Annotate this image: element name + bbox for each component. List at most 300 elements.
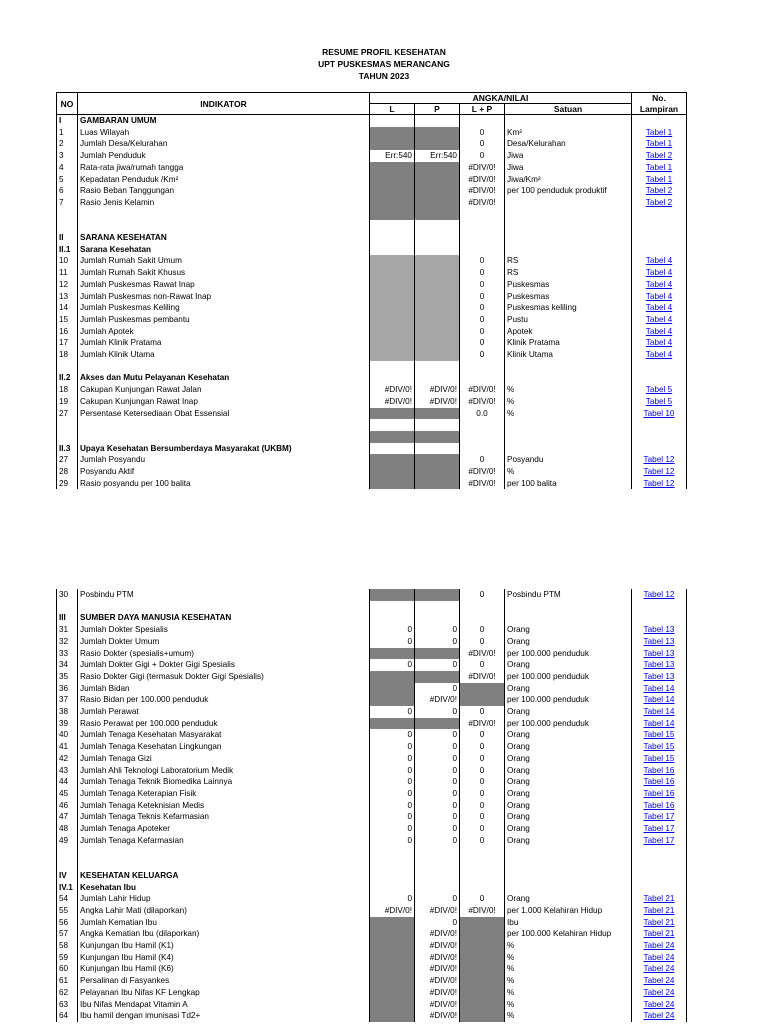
row-value-l: 0 — [370, 800, 415, 812]
row-lampiran[interactable] — [632, 741, 687, 753]
row-no — [57, 431, 78, 443]
table-row — [57, 589, 687, 601]
row-value-lp: #DIV/0! — [460, 478, 505, 490]
lampiran-link[interactable]: Tabel 24 — [643, 941, 675, 951]
row-value-l: 0 — [370, 753, 415, 765]
row-indikator: Jumlah Desa/Kelurahan — [78, 138, 370, 150]
row-value-lp: 0.0 — [460, 408, 505, 420]
row-no: II.3 — [57, 443, 78, 455]
row-lampiran[interactable] — [632, 1010, 687, 1022]
row-no: 49 — [57, 835, 78, 847]
row-value-lp — [460, 419, 505, 431]
row-indikator: Jumlah Perawat — [78, 706, 370, 718]
header-no-lampiran-1: No. — [632, 93, 687, 104]
row-value-l — [370, 882, 415, 894]
row-satuan: % — [505, 987, 632, 999]
lampiran-link[interactable]: Tabel 14 — [643, 695, 675, 705]
row-no: 42 — [57, 753, 78, 765]
row-lampiran[interactable] — [632, 729, 687, 741]
lampiran-link[interactable]: Tabel 24 — [643, 999, 675, 1009]
row-value-lp: 0 — [460, 138, 505, 150]
row-value-lp — [460, 928, 505, 940]
lampiran-link[interactable]: Tabel 24 — [643, 976, 675, 986]
lampiran-link[interactable]: Tabel 5 — [645, 385, 673, 395]
row-value-lp — [460, 952, 505, 964]
row-value-l — [370, 917, 415, 929]
row-lampiran[interactable] — [632, 267, 687, 279]
row-satuan: per 100.000 Kelahiran Hidup — [505, 928, 632, 940]
table-row — [57, 800, 687, 812]
row-no — [57, 846, 78, 858]
row-value-p: #DIV/0! — [415, 396, 460, 408]
row-lampiran[interactable] — [632, 408, 687, 420]
row-indikator: Kunjungan Ibu Hamil (K6) — [78, 963, 370, 975]
header-angka-nilai: ANGKA/NILAI — [370, 93, 632, 104]
row-value-p — [415, 589, 460, 601]
row-value-l: 0 — [370, 811, 415, 823]
lampiran-link[interactable]: Tabel 14 — [643, 683, 675, 693]
row-satuan: % — [505, 975, 632, 987]
table-row — [57, 659, 687, 671]
row-value-lp — [460, 999, 505, 1011]
row-value-l — [370, 255, 415, 267]
row-lampiran[interactable] — [632, 659, 687, 671]
page-1 — [0, 0, 768, 500]
row-value-l — [370, 174, 415, 186]
row-indikator — [78, 858, 370, 870]
row-value-l — [370, 928, 415, 940]
table-row — [57, 443, 687, 455]
table-row — [57, 963, 687, 975]
table-row — [57, 466, 687, 478]
row-value-p: #DIV/0! — [415, 384, 460, 396]
row-satuan — [505, 431, 632, 443]
lampiran-link[interactable]: Tabel 17 — [643, 835, 675, 845]
lampiran-link[interactable]: Tabel 5 — [645, 396, 673, 406]
lampiran-link[interactable]: Tabel 16 — [643, 788, 675, 798]
lampiran-link[interactable]: Tabel 4 — [645, 350, 673, 360]
row-lampiran[interactable] — [632, 671, 687, 683]
row-lampiran[interactable] — [632, 823, 687, 835]
row-satuan: Orang — [505, 706, 632, 718]
row-satuan: % — [505, 384, 632, 396]
row-lampiran[interactable] — [632, 396, 687, 408]
row-lampiran[interactable] — [632, 917, 687, 929]
lampiran-link[interactable]: Tabel 24 — [643, 987, 675, 997]
row-lampiran[interactable] — [632, 928, 687, 940]
lampiran-link[interactable]: Tabel 4 — [645, 279, 673, 289]
row-value-lp: 0 — [460, 314, 505, 326]
row-lampiran[interactable] — [632, 765, 687, 777]
row-value-lp — [460, 846, 505, 858]
row-lampiran — [632, 209, 687, 221]
row-lampiran — [632, 858, 687, 870]
row-lampiran[interactable] — [632, 185, 687, 197]
row-value-p — [415, 185, 460, 197]
row-value-lp — [460, 694, 505, 706]
lampiran-link[interactable]: Tabel 4 — [645, 338, 673, 348]
lampiran-link[interactable]: Tabel 2 — [645, 197, 673, 207]
row-lampiran[interactable] — [632, 706, 687, 718]
row-indikator — [78, 220, 370, 232]
row-value-lp: 0 — [460, 741, 505, 753]
row-value-lp — [460, 882, 505, 894]
row-value-lp — [460, 361, 505, 373]
row-lampiran[interactable] — [632, 349, 687, 361]
row-value-l: 0 — [370, 659, 415, 671]
row-value-l — [370, 870, 415, 882]
row-value-p: Err:540 — [415, 150, 460, 162]
lampiran-link[interactable]: Tabel 21 — [643, 894, 675, 904]
row-value-p — [415, 138, 460, 150]
row-lampiran[interactable] — [632, 150, 687, 162]
row-no: 46 — [57, 800, 78, 812]
row-lampiran[interactable] — [632, 478, 687, 490]
row-no: 11 — [57, 267, 78, 279]
row-value-l — [370, 975, 415, 987]
lampiran-link[interactable]: Tabel 14 — [643, 718, 675, 728]
row-value-l — [370, 419, 415, 431]
row-lampiran[interactable] — [632, 952, 687, 964]
row-value-lp: #DIV/0! — [460, 197, 505, 209]
lampiran-link[interactable]: Tabel 12 — [643, 467, 675, 477]
row-satuan — [505, 220, 632, 232]
row-satuan: Apotek — [505, 326, 632, 338]
row-satuan: % — [505, 408, 632, 420]
lampiran-link[interactable]: Tabel 24 — [643, 1011, 675, 1021]
row-no: 10 — [57, 255, 78, 267]
row-value-p: #DIV/0! — [415, 694, 460, 706]
row-value-lp: #DIV/0! — [460, 718, 505, 730]
row-lampiran[interactable] — [632, 384, 687, 396]
table-row — [57, 636, 687, 648]
row-value-lp: #DIV/0! — [460, 185, 505, 197]
row-value-l — [370, 337, 415, 349]
row-no: 33 — [57, 648, 78, 660]
lampiran-link[interactable]: Tabel 1 — [645, 162, 673, 172]
row-no: 27 — [57, 408, 78, 420]
row-value-l — [370, 443, 415, 455]
row-value-l: #DIV/0! — [370, 905, 415, 917]
lampiran-link[interactable]: Tabel 13 — [643, 636, 675, 646]
row-indikator: Jumlah Tenaga Apoteker — [78, 823, 370, 835]
row-lampiran[interactable] — [632, 589, 687, 601]
row-lampiran[interactable] — [632, 624, 687, 636]
table-row — [57, 220, 687, 232]
lampiran-link[interactable]: Tabel 13 — [643, 648, 675, 658]
table-row — [57, 940, 687, 952]
row-indikator — [78, 846, 370, 858]
lampiran-link[interactable]: Tabel 4 — [645, 291, 673, 301]
lampiran-link[interactable]: Tabel 13 — [643, 660, 675, 670]
header-no-lampiran-2: Lampiran — [632, 104, 687, 115]
row-satuan: % — [505, 999, 632, 1011]
row-satuan: Jiwa/Km² — [505, 174, 632, 186]
row-value-p: 0 — [415, 893, 460, 905]
row-value-lp: 0 — [460, 893, 505, 905]
lampiran-link[interactable]: Tabel 4 — [645, 256, 673, 266]
row-value-p — [415, 671, 460, 683]
row-satuan: per 100.000 penduduk — [505, 718, 632, 730]
row-value-p: 0 — [415, 917, 460, 929]
row-indikator — [78, 209, 370, 221]
row-lampiran[interactable] — [632, 197, 687, 209]
row-satuan: Orang — [505, 800, 632, 812]
row-satuan: Orang — [505, 823, 632, 835]
lampiran-link[interactable]: Tabel 21 — [643, 917, 675, 927]
row-value-l: #DIV/0! — [370, 396, 415, 408]
row-value-p: 0 — [415, 800, 460, 812]
lampiran-link[interactable]: Tabel 12 — [643, 478, 675, 488]
lampiran-link[interactable]: Tabel 15 — [643, 742, 675, 752]
row-lampiran — [632, 870, 687, 882]
row-indikator: Rasio Dokter (spesialis+umum) — [78, 648, 370, 660]
row-value-p: 0 — [415, 776, 460, 788]
row-value-lp: 0 — [460, 706, 505, 718]
row-lampiran[interactable] — [632, 811, 687, 823]
table-row — [57, 788, 687, 800]
row-value-l: Err:540 — [370, 150, 415, 162]
row-value-l — [370, 232, 415, 244]
row-indikator: Luas Wilayah — [78, 127, 370, 139]
table-row — [57, 454, 687, 466]
row-lampiran[interactable] — [632, 279, 687, 291]
row-value-p — [415, 361, 460, 373]
row-value-lp — [460, 209, 505, 221]
row-lampiran — [632, 220, 687, 232]
row-satuan: Posyandu — [505, 454, 632, 466]
row-no: 43 — [57, 765, 78, 777]
row-lampiran[interactable] — [632, 893, 687, 905]
lampiran-link[interactable]: Tabel 16 — [643, 777, 675, 787]
lampiran-link[interactable]: Tabel 15 — [643, 753, 675, 763]
row-satuan: Orang — [505, 636, 632, 648]
row-indikator: Jumlah Tenaga Gizi — [78, 753, 370, 765]
row-satuan: Orang — [505, 741, 632, 753]
row-value-lp: 0 — [460, 267, 505, 279]
lampiran-link[interactable]: Tabel 13 — [643, 671, 675, 681]
lampiran-link[interactable]: Tabel 17 — [643, 824, 675, 834]
row-value-p — [415, 419, 460, 431]
row-satuan: Jiwa — [505, 162, 632, 174]
row-lampiran[interactable] — [632, 138, 687, 150]
lampiran-link[interactable]: Tabel 16 — [643, 800, 675, 810]
row-indikator: SARANA KESEHATAN — [78, 232, 370, 244]
lampiran-link[interactable]: Tabel 21 — [643, 929, 675, 939]
table-row — [57, 601, 687, 613]
row-lampiran[interactable] — [632, 291, 687, 303]
row-no: 39 — [57, 718, 78, 730]
table-row — [57, 999, 687, 1011]
table-row — [57, 174, 687, 186]
row-value-l — [370, 589, 415, 601]
row-value-lp: 0 — [460, 835, 505, 847]
row-lampiran[interactable] — [632, 648, 687, 660]
row-lampiran[interactable] — [632, 835, 687, 847]
row-satuan: Km² — [505, 127, 632, 139]
lampiran-link[interactable]: Tabel 4 — [645, 326, 673, 336]
row-value-p — [415, 431, 460, 443]
lampiran-link[interactable]: Tabel 1 — [645, 139, 673, 149]
row-lampiran[interactable] — [632, 975, 687, 987]
row-lampiran[interactable] — [632, 326, 687, 338]
lampiran-link[interactable]: Tabel 16 — [643, 765, 675, 775]
row-satuan — [505, 372, 632, 384]
row-lampiran — [632, 419, 687, 431]
row-lampiran[interactable] — [632, 255, 687, 267]
row-no: 56 — [57, 917, 78, 929]
row-indikator: Rasio posyandu per 100 balita — [78, 478, 370, 490]
lampiran-link[interactable]: Tabel 15 — [643, 730, 675, 740]
table-row — [57, 372, 687, 384]
row-value-l — [370, 372, 415, 384]
row-lampiran[interactable] — [632, 776, 687, 788]
row-no: 57 — [57, 928, 78, 940]
row-lampiran[interactable] — [632, 987, 687, 999]
row-indikator: Rasio Bidan per 100.000 penduduk — [78, 694, 370, 706]
lampiran-link[interactable]: Tabel 17 — [643, 812, 675, 822]
row-lampiran[interactable] — [632, 963, 687, 975]
row-value-l: 0 — [370, 624, 415, 636]
row-value-l: 0 — [370, 706, 415, 718]
lampiran-link[interactable]: Tabel 24 — [643, 952, 675, 962]
row-lampiran[interactable] — [632, 337, 687, 349]
row-value-lp — [460, 443, 505, 455]
row-satuan: per 100.000 penduduk — [505, 648, 632, 660]
row-value-l: 0 — [370, 729, 415, 741]
row-value-lp: 0 — [460, 589, 505, 601]
lampiran-link[interactable]: Tabel 12 — [643, 590, 675, 599]
row-value-lp — [460, 987, 505, 999]
row-value-lp: 0 — [460, 302, 505, 314]
row-no: 60 — [57, 963, 78, 975]
row-indikator: Jumlah Tenaga Teknis Kefarmasian — [78, 811, 370, 823]
table-row — [57, 1010, 687, 1022]
row-indikator: SUMBER DAYA MANUSIA KESEHATAN — [78, 612, 370, 624]
row-lampiran[interactable] — [632, 454, 687, 466]
row-no: II.1 — [57, 244, 78, 256]
row-lampiran[interactable] — [632, 174, 687, 186]
header-lp: L + P — [460, 104, 505, 115]
row-indikator: Kesehatan Ibu — [78, 882, 370, 894]
row-lampiran[interactable] — [632, 314, 687, 326]
row-value-l — [370, 220, 415, 232]
indicator-table-2 — [56, 589, 687, 1022]
row-value-l — [370, 478, 415, 490]
row-value-p — [415, 174, 460, 186]
row-value-l — [370, 291, 415, 303]
lampiran-link[interactable]: Tabel 1 — [645, 174, 673, 184]
lampiran-link[interactable]: Tabel 14 — [643, 707, 675, 717]
lampiran-link[interactable]: Tabel 2 — [645, 151, 673, 161]
lampiran-link[interactable]: Tabel 4 — [645, 303, 673, 313]
row-lampiran[interactable] — [632, 636, 687, 648]
table-row — [57, 291, 687, 303]
row-lampiran[interactable] — [632, 302, 687, 314]
row-lampiran[interactable] — [632, 788, 687, 800]
lampiran-link[interactable]: Tabel 10 — [643, 408, 675, 418]
row-no: 35 — [57, 671, 78, 683]
report-year: TAHUN 2023 — [358, 71, 410, 81]
row-satuan: % — [505, 396, 632, 408]
row-no: 55 — [57, 905, 78, 917]
row-value-p — [415, 846, 460, 858]
table-row — [57, 326, 687, 338]
row-lampiran[interactable] — [632, 800, 687, 812]
row-value-l: 0 — [370, 765, 415, 777]
lampiran-link[interactable]: Tabel 4 — [645, 314, 673, 324]
row-value-p — [415, 858, 460, 870]
row-value-lp: 0 — [460, 454, 505, 466]
row-indikator: Jumlah Apotek — [78, 326, 370, 338]
table-row — [57, 846, 687, 858]
row-no: 17 — [57, 337, 78, 349]
lampiran-link[interactable]: Tabel 1 — [645, 127, 673, 137]
row-satuan: Posbindu PTM — [505, 589, 632, 601]
table-row — [57, 835, 687, 847]
row-satuan — [505, 443, 632, 455]
row-value-p — [415, 314, 460, 326]
lampiran-link[interactable]: Tabel 24 — [643, 964, 675, 974]
row-value-p: 0 — [415, 823, 460, 835]
row-indikator: GAMBARAN UMUM — [78, 115, 370, 127]
lampiran-link[interactable]: Tabel 2 — [645, 186, 673, 196]
table-row — [57, 255, 687, 267]
lampiran-link[interactable]: Tabel 12 — [643, 455, 675, 465]
row-value-l: 0 — [370, 835, 415, 847]
lampiran-link[interactable]: Tabel 4 — [645, 268, 673, 278]
row-lampiran[interactable] — [632, 162, 687, 174]
row-value-p — [415, 478, 460, 490]
row-lampiran — [632, 601, 687, 613]
row-lampiran[interactable] — [632, 683, 687, 695]
table-row — [57, 127, 687, 139]
row-value-p — [415, 612, 460, 624]
row-satuan — [505, 858, 632, 870]
row-no: 5 — [57, 174, 78, 186]
row-value-p: 0 — [415, 765, 460, 777]
row-value-l: 0 — [370, 788, 415, 800]
table-row — [57, 209, 687, 221]
report-title: RESUME PROFIL KESEHATAN — [322, 47, 446, 57]
table-row — [57, 302, 687, 314]
row-lampiran[interactable] — [632, 694, 687, 706]
row-lampiran[interactable] — [632, 466, 687, 478]
row-no: IV — [57, 870, 78, 882]
row-value-l — [370, 940, 415, 952]
row-value-l: 0 — [370, 741, 415, 753]
row-lampiran[interactable] — [632, 718, 687, 730]
row-satuan: per 100.000 penduduk — [505, 694, 632, 706]
row-lampiran[interactable] — [632, 753, 687, 765]
row-satuan: % — [505, 940, 632, 952]
row-lampiran[interactable] — [632, 127, 687, 139]
row-value-lp — [460, 683, 505, 695]
row-no — [57, 220, 78, 232]
row-value-lp: 0 — [460, 823, 505, 835]
row-lampiran[interactable] — [632, 940, 687, 952]
row-value-p: #DIV/0! — [415, 905, 460, 917]
row-value-p — [415, 882, 460, 894]
row-no: 2 — [57, 138, 78, 150]
row-value-l — [370, 952, 415, 964]
row-value-l — [370, 314, 415, 326]
lampiran-link[interactable]: Tabel 21 — [643, 905, 675, 915]
lampiran-link[interactable]: Tabel 13 — [643, 625, 675, 635]
row-lampiran[interactable] — [632, 999, 687, 1011]
row-satuan: Orang — [505, 776, 632, 788]
row-lampiran[interactable] — [632, 905, 687, 917]
